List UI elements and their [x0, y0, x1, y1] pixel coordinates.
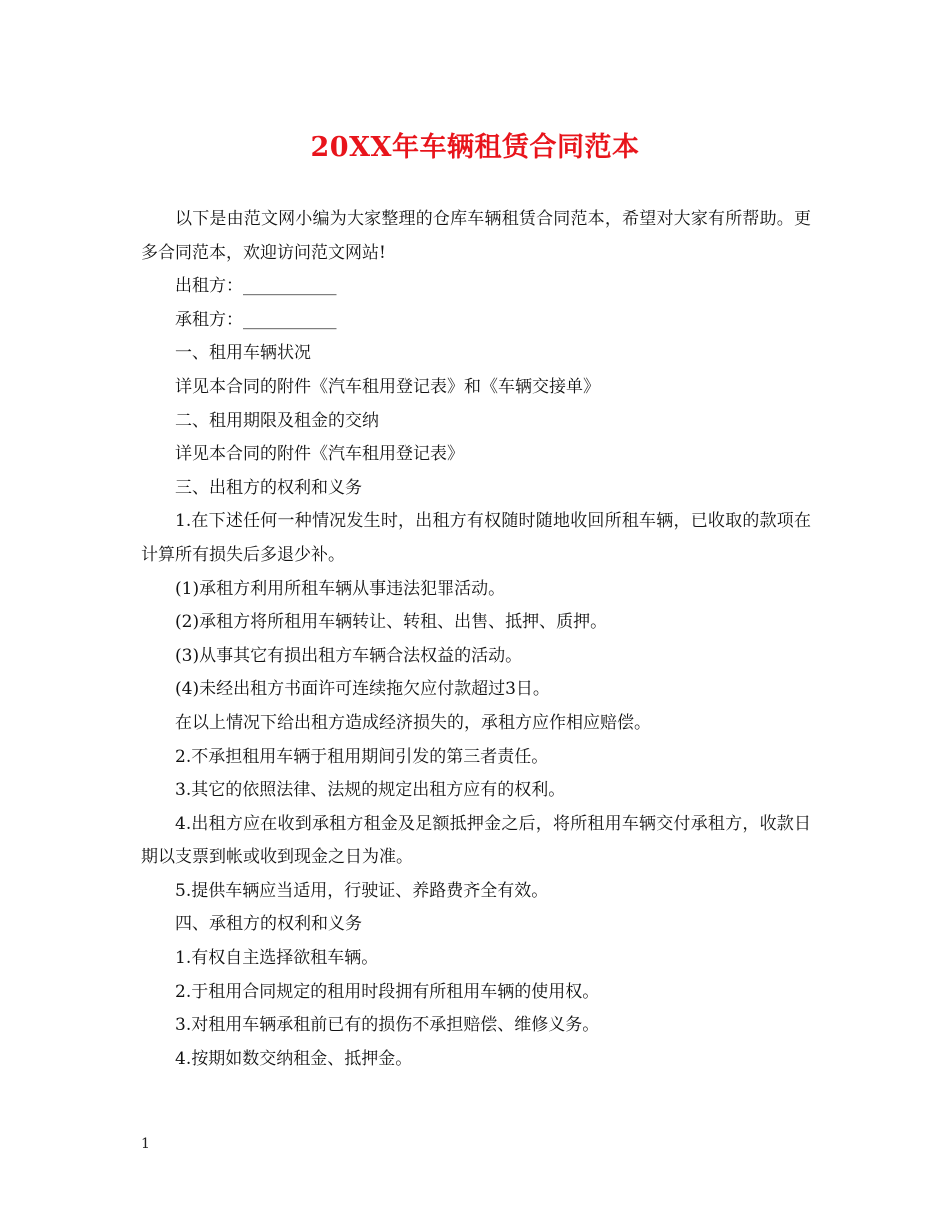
section-heading: 二、租用期限及租金的交纳	[175, 410, 379, 431]
paragraph: 4.出租方应在收到承租方租金及足额抵押金之后，将所租用车辆交付承租方，收款日期以支票到帐或收到现金之日为准。	[141, 813, 811, 868]
paragraph: (3)从事其它有损出租方车辆合法权益的活动。	[175, 645, 523, 666]
section-heading: 四、承租方的权利和义务	[175, 914, 362, 935]
paragraph: (4)未经出租方书面许可连续拖欠应付款超过3日。	[175, 679, 550, 700]
paragraph: 1.有权自主选择欲租车辆。	[175, 948, 379, 969]
paragraph: 出租方：___________	[175, 276, 337, 297]
paragraph: 1.在下述任何一种情况发生时，出租方有权随时随地收回所租车辆，已收取的款项在计算所有损失后多退少补。	[141, 511, 811, 565]
paragraph: 3.其它的依照法律、法规的规定出租方应有的权利。	[175, 780, 566, 801]
paragraph: 承租方：___________	[175, 309, 337, 330]
paragraph: 在以上情况下给出租方造成经济损失的，承租方应作相应赔偿。	[175, 712, 651, 733]
paragraph: 4.按期如数交纳租金、抵押金。	[175, 1048, 413, 1069]
document-title: 20XX年车辆租赁合同范本	[310, 132, 640, 163]
section-heading: 三、出租方的权利和义务	[175, 477, 362, 498]
paragraph: 3.对租用车辆承租前已有的损伤不承担赔偿、维修义务。	[175, 1015, 600, 1036]
section-heading: 一、租用车辆状况	[175, 343, 311, 364]
paragraph: 详见本合同的附件《汽车租用登记表》	[175, 444, 464, 465]
document-body	[141, 203, 811, 1076]
page-number: 1	[141, 1136, 150, 1152]
paragraph: 详见本合同的附件《汽车租用登记表》和《车辆交接单》	[175, 376, 600, 397]
paragraph: 2.不承担租用车辆于租用期间引发的第三者责任。	[175, 746, 549, 767]
paragraph: (2)承租方将所租用车辆转让、转租、出售、抵押、质押。	[175, 612, 608, 633]
paragraph: 以下是由范文网小编为大家整理的仓库车辆租赁合同范本，希望对大家有所帮助。更多合同范本，欢迎访问范文网站!	[141, 209, 811, 263]
paragraph: 2.于租用合同规定的租用时段拥有所租用车辆的使用权。	[175, 981, 600, 1002]
paragraph: 5.提供车辆应当适用，行驶证、养路费齐全有效。	[175, 880, 549, 901]
paragraph: (1)承租方利用所租车辆从事违法犯罪活动。	[175, 578, 506, 599]
